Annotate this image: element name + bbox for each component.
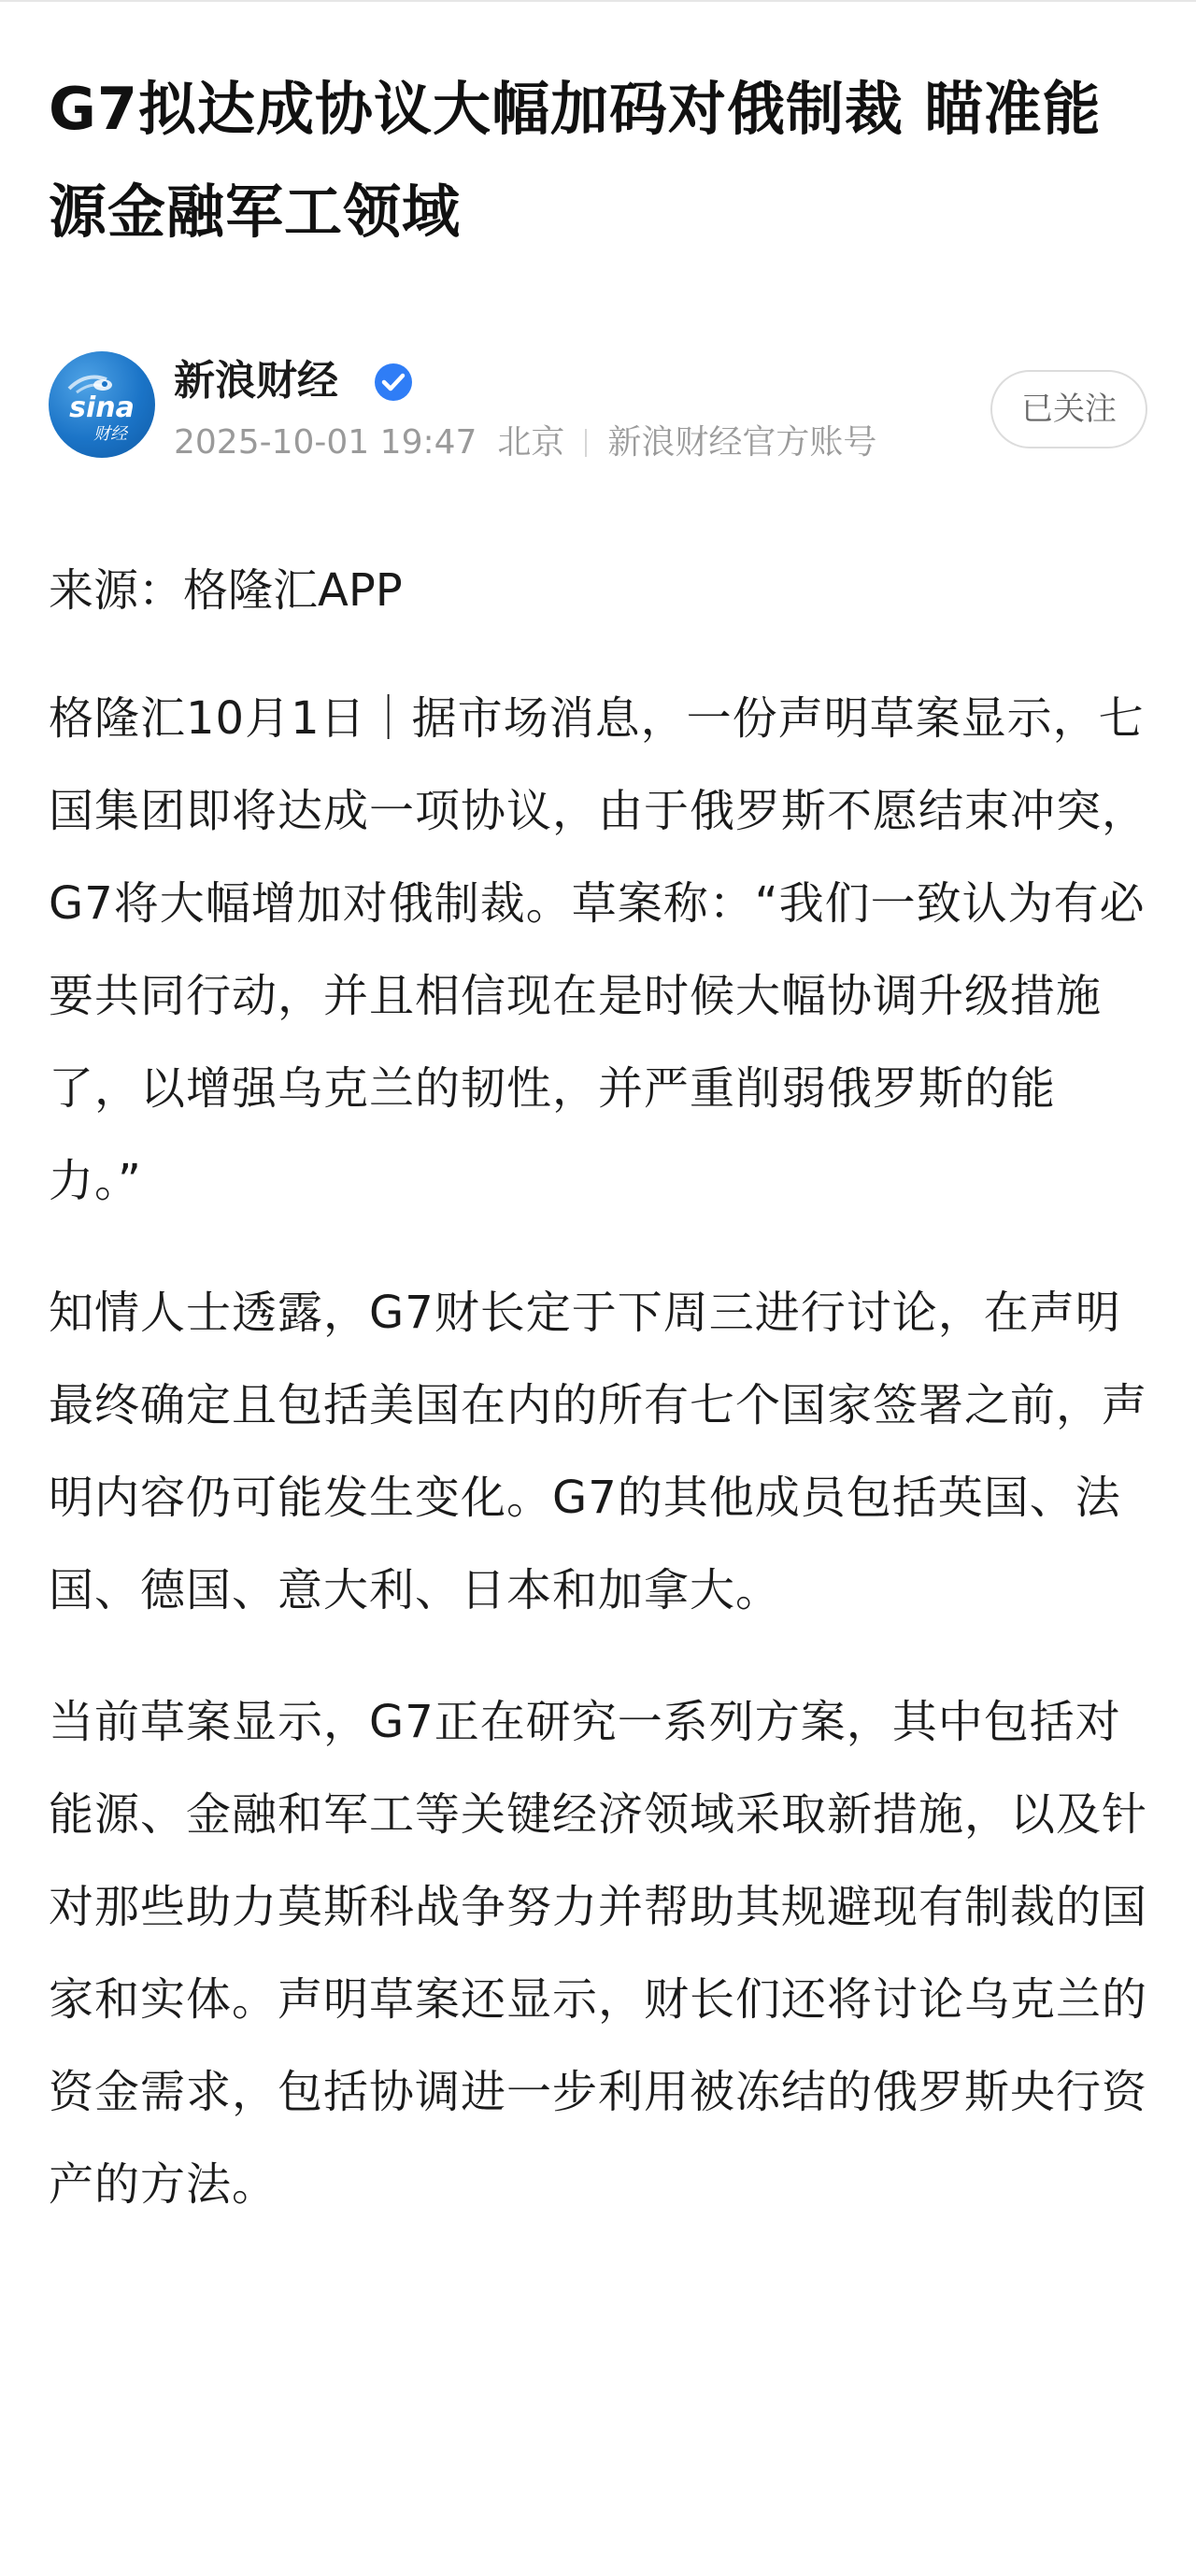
top-divider	[0, 0, 1196, 2]
article-source: 来源：格隆汇APP	[49, 564, 403, 617]
author-avatar[interactable]	[49, 351, 155, 458]
article-title: G7拟达成协议大幅加码对俄制裁 瞄准能源金融军工领域	[49, 75, 1102, 246]
verified-check-icon	[374, 363, 413, 402]
publish-date: 2025-10-01 19:47	[174, 423, 477, 462]
author-row	[49, 348, 1147, 471]
article-paragraph-3: 当前草案显示，G7正在研究一系列方案，其中包括对能源、金融和军工等关键经济领域采取新措施，以及针对那些助力莫斯科战争努力并帮助其规避现有制裁的国家和实体。声明草案还显示，财长们还将讨论乌克兰的资金需求，包括协调进一步利用被冻结的俄罗斯央行资产的方法。	[49, 1696, 1148, 2211]
avatar-text: sina	[69, 391, 135, 424]
account-type: 新浪财经官方账号	[607, 423, 877, 462]
publish-location: 北京	[497, 423, 565, 462]
article-paragraph-2: 知情人士透露，G7财长定于下周三进行讨论，在声明最终确定且包括美国在内的所有七个国家签署之前，声明内容仍可能发生变化。G7的其他成员包括英国、法国、德国、意大利、日本和加拿大。	[49, 1287, 1148, 1616]
meta-divider	[585, 429, 587, 457]
author-name[interactable]: 新浪财经	[174, 357, 338, 405]
sina-finance-logo-icon	[49, 351, 155, 458]
article	[49, 58, 1147, 2231]
article-paragraph-1: 格隆汇10月1日｜据市场消息，一份声明草案显示，七国集团即将达成一项协议，由于俄罗斯不愿结束冲突，G7将大幅增加对俄制裁。草案称：“我们一致认为有必要共同行动，并且相信现在是时候大幅协调升级措施了，以增强乌克兰的韧性，并严重削弱俄罗斯的能力。”	[49, 692, 1148, 1207]
avatar-subtext: 财经	[93, 424, 127, 444]
follow-button[interactable]: 已关注	[990, 370, 1147, 448]
author-meta	[174, 420, 876, 465]
